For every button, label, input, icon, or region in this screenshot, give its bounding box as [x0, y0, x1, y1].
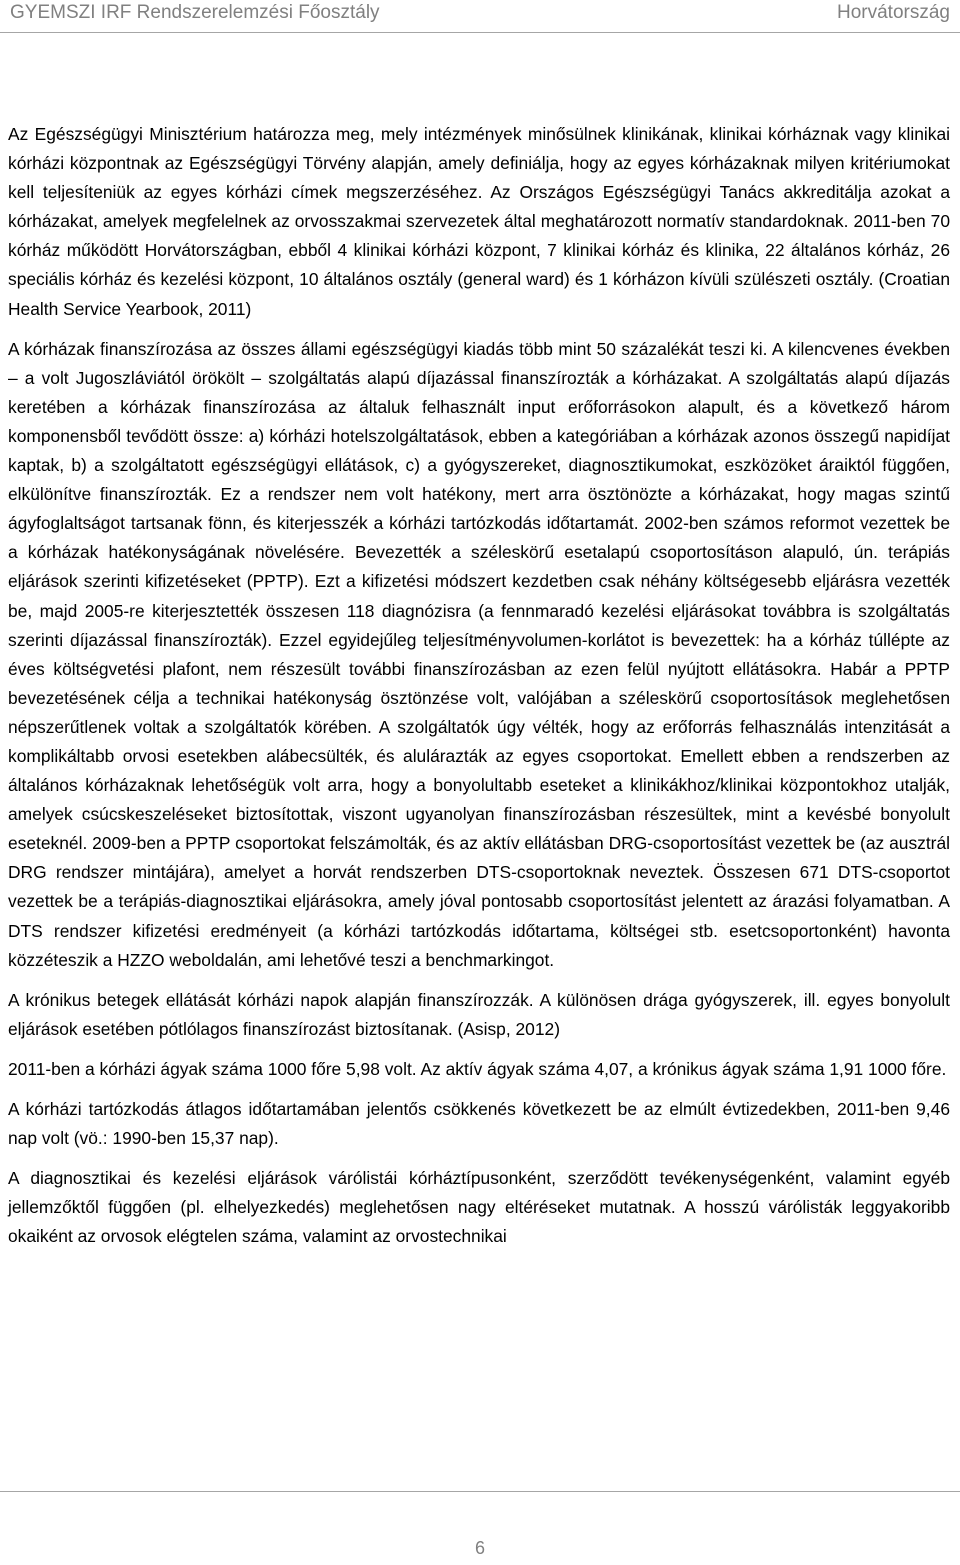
header-organization: GYEMSZI IRF Rendszerelemzési Főosztály	[10, 2, 380, 23]
paragraph-chronic-care: A krónikus betegek ellátását kórházi napok alapján finanszírozzák. A különösen drága gyógyszerek, ill. egyes bonyolult eljárások esetében pótlólagos finanszírozást biztosítanak. (Asisp, 2012)	[8, 989, 950, 1039]
page-header	[0, 0, 960, 34]
page-number: 6	[474, 1538, 485, 1558]
paragraph-waiting-lists: A diagnosztikai és kezelési eljárások várólistái kórháztípusonként, szerződött tevékenységenként, valamint egyéb jellemzőktől függően (pl. elhelyezkedés) meglehetősen nagy eltéréseket mutatnak. A hosszú várólisták leggyakoribb okaiként az orvosok elégtelen száma, valamint az orvostechnikai	[8, 1168, 950, 1247]
paragraph-bed-numbers: 2011-ben a kórházi ágyak száma 1000 főre 5,98 volt. Az aktív ágyak száma 4,07, a krónikus ágyak száma 1,91 1000 főre.	[8, 1058, 947, 1079]
document-body	[8, 120, 950, 1262]
paragraph-hospital-classification: Az Egészségügyi Minisztérium határozza meg, mely intézmények minősülnek klinikának, klinikai kórháznak vagy klinikai kórházi központnak az Egészségügyi Törvény alapján, amely definiálja, hogy az egyes kórházaknak milyen kritériumokat kell teljesíteniük az egyes kórházi címek megszerzéséhez. Az Országos Egészségügyi Tanács akkreditálja azokat a kórházakat, amelyek megfelelnek az orvosszakmai szervezetek által meghatározott normatív standardoknak. 2011-ben 70 kórház működött Horvátországban, ebből 4 klinikai kórházi központ, 7 klinikai kórház és klinika, 22 általános kórház, 26 speciális kórház és kezelési központ, 10 általános osztály (general ward) és 1 kórházon kívüli szülészeti osztály. (Croatian Health Service Yearbook, 2011)	[8, 124, 950, 319]
header-country: Horvátország	[837, 2, 950, 23]
paragraph-length-of-stay: A kórházi tartózkodás átlagos időtartamában jelentős csökkenés következett be az elmúlt évtizedekben, 2011-ben 9,46 nap volt (vö.: 1990-ben 15,37 nap).	[8, 1099, 950, 1149]
header-divider	[0, 32, 960, 33]
paragraph-hospital-financing: A kórházak finanszírozása az összes állami egészségügyi kiadás több mint 50 százalékát teszi ki. A kilencvenes években – a volt Jugoszláviától örökölt – szolgáltatás alapú díjazással finanszírozták a kórházakat. A szolgáltatás alapú díjazás keretében a kórházak finanszírozása az általuk felhasznált input erőforrásokon alapult, és a következő három komponensből tevődött össze: a) kórházi hotelszolgáltatások, ebben a kategóriában a kórházak azonos összegű napidíjat kaptak, b) a szolgáltatott egészségügyi ellátások, c) a gyógyszereket, diagnosztikumokat, eszközöket áraiktól függően, elkülönítve finanszírozták. Ez a rendszer nem volt hatékony, mert arra ösztönözte a kórházakat, hogy magas szintű ágyfoglaltságot tartsanak fönn, és kiterjesszék a kórházi tartózkodás időtartamát. 2002-ben számos reformot vezettek be a kórházak hatékonyságának növelésére. Bevezették a széleskörű esetalapú csoportosításon alapuló, ún. terápiás eljárások szerinti kifizetéseket (PPTP). Ezt a kifizetési módszert kezdetben csak néhány költségesebb eljárásra vezették be, majd 2005-re kiterjesztették összesen 118 diagnózisra (a fennmaradó kezelési eljárásokat továbbra is szolgáltatás szerinti díjazással finanszírozták). Ezzel egyidejűleg teljesítményvolumen-korlátot is bevezettek: ha a kórház túllépte az éves költségvetési plafont, nem részesült további finanszírozásban az ezen felül nyújtott ellátásokra. Habár a PPTP bevezetésének célja a technikai hatékonyság ösztönzése volt, valójában a széleskörű csoportosítások meglehetősen népszerűtlenek voltak a szolgáltatók körében. A szolgáltatók úgy vélték, hogy az erőforrás felhasználás intenzitását a komplikáltabb orvosi esetekben alábecsülték, és alulárazták az egyes csoportokat. Emellett ebben a rendszerben az általános kórházaknak lehetőségük volt arra, hogy a bonyolultabb eseteket a klinikákhoz/klinikai központokhoz utalják, amelyek csúcskeszeléseket biztosítottak, viszont ugyanolyan finanszírozásban részesültek, mint a kevésbé bonyolult eseteknél. 2009-ben a PPTP csoportokat felszámolták, és az aktív ellátásban DRG-csoportosítást vezettek be (az ausztrál DRG rendszer mintájára), amelyet a horvát rendszerben DTS-csoportoknak neveztek. Összesen 671 DTS-csoportot vezettek be a terápiás-diagnosztikai eljárásokra, amely jóval pontosabb csoportosítást jelentett az árazási folyamatban. A DTS rendszer kifizetési eredményeit (a kórházi tartózkodás időtartama, költségei stb. esetcsoportonként) havonta közzéteszik a HZZO weboldalán, ami lehetővé teszi a benchmarkingot.	[8, 338, 950, 970]
footer-divider	[0, 1491, 960, 1492]
